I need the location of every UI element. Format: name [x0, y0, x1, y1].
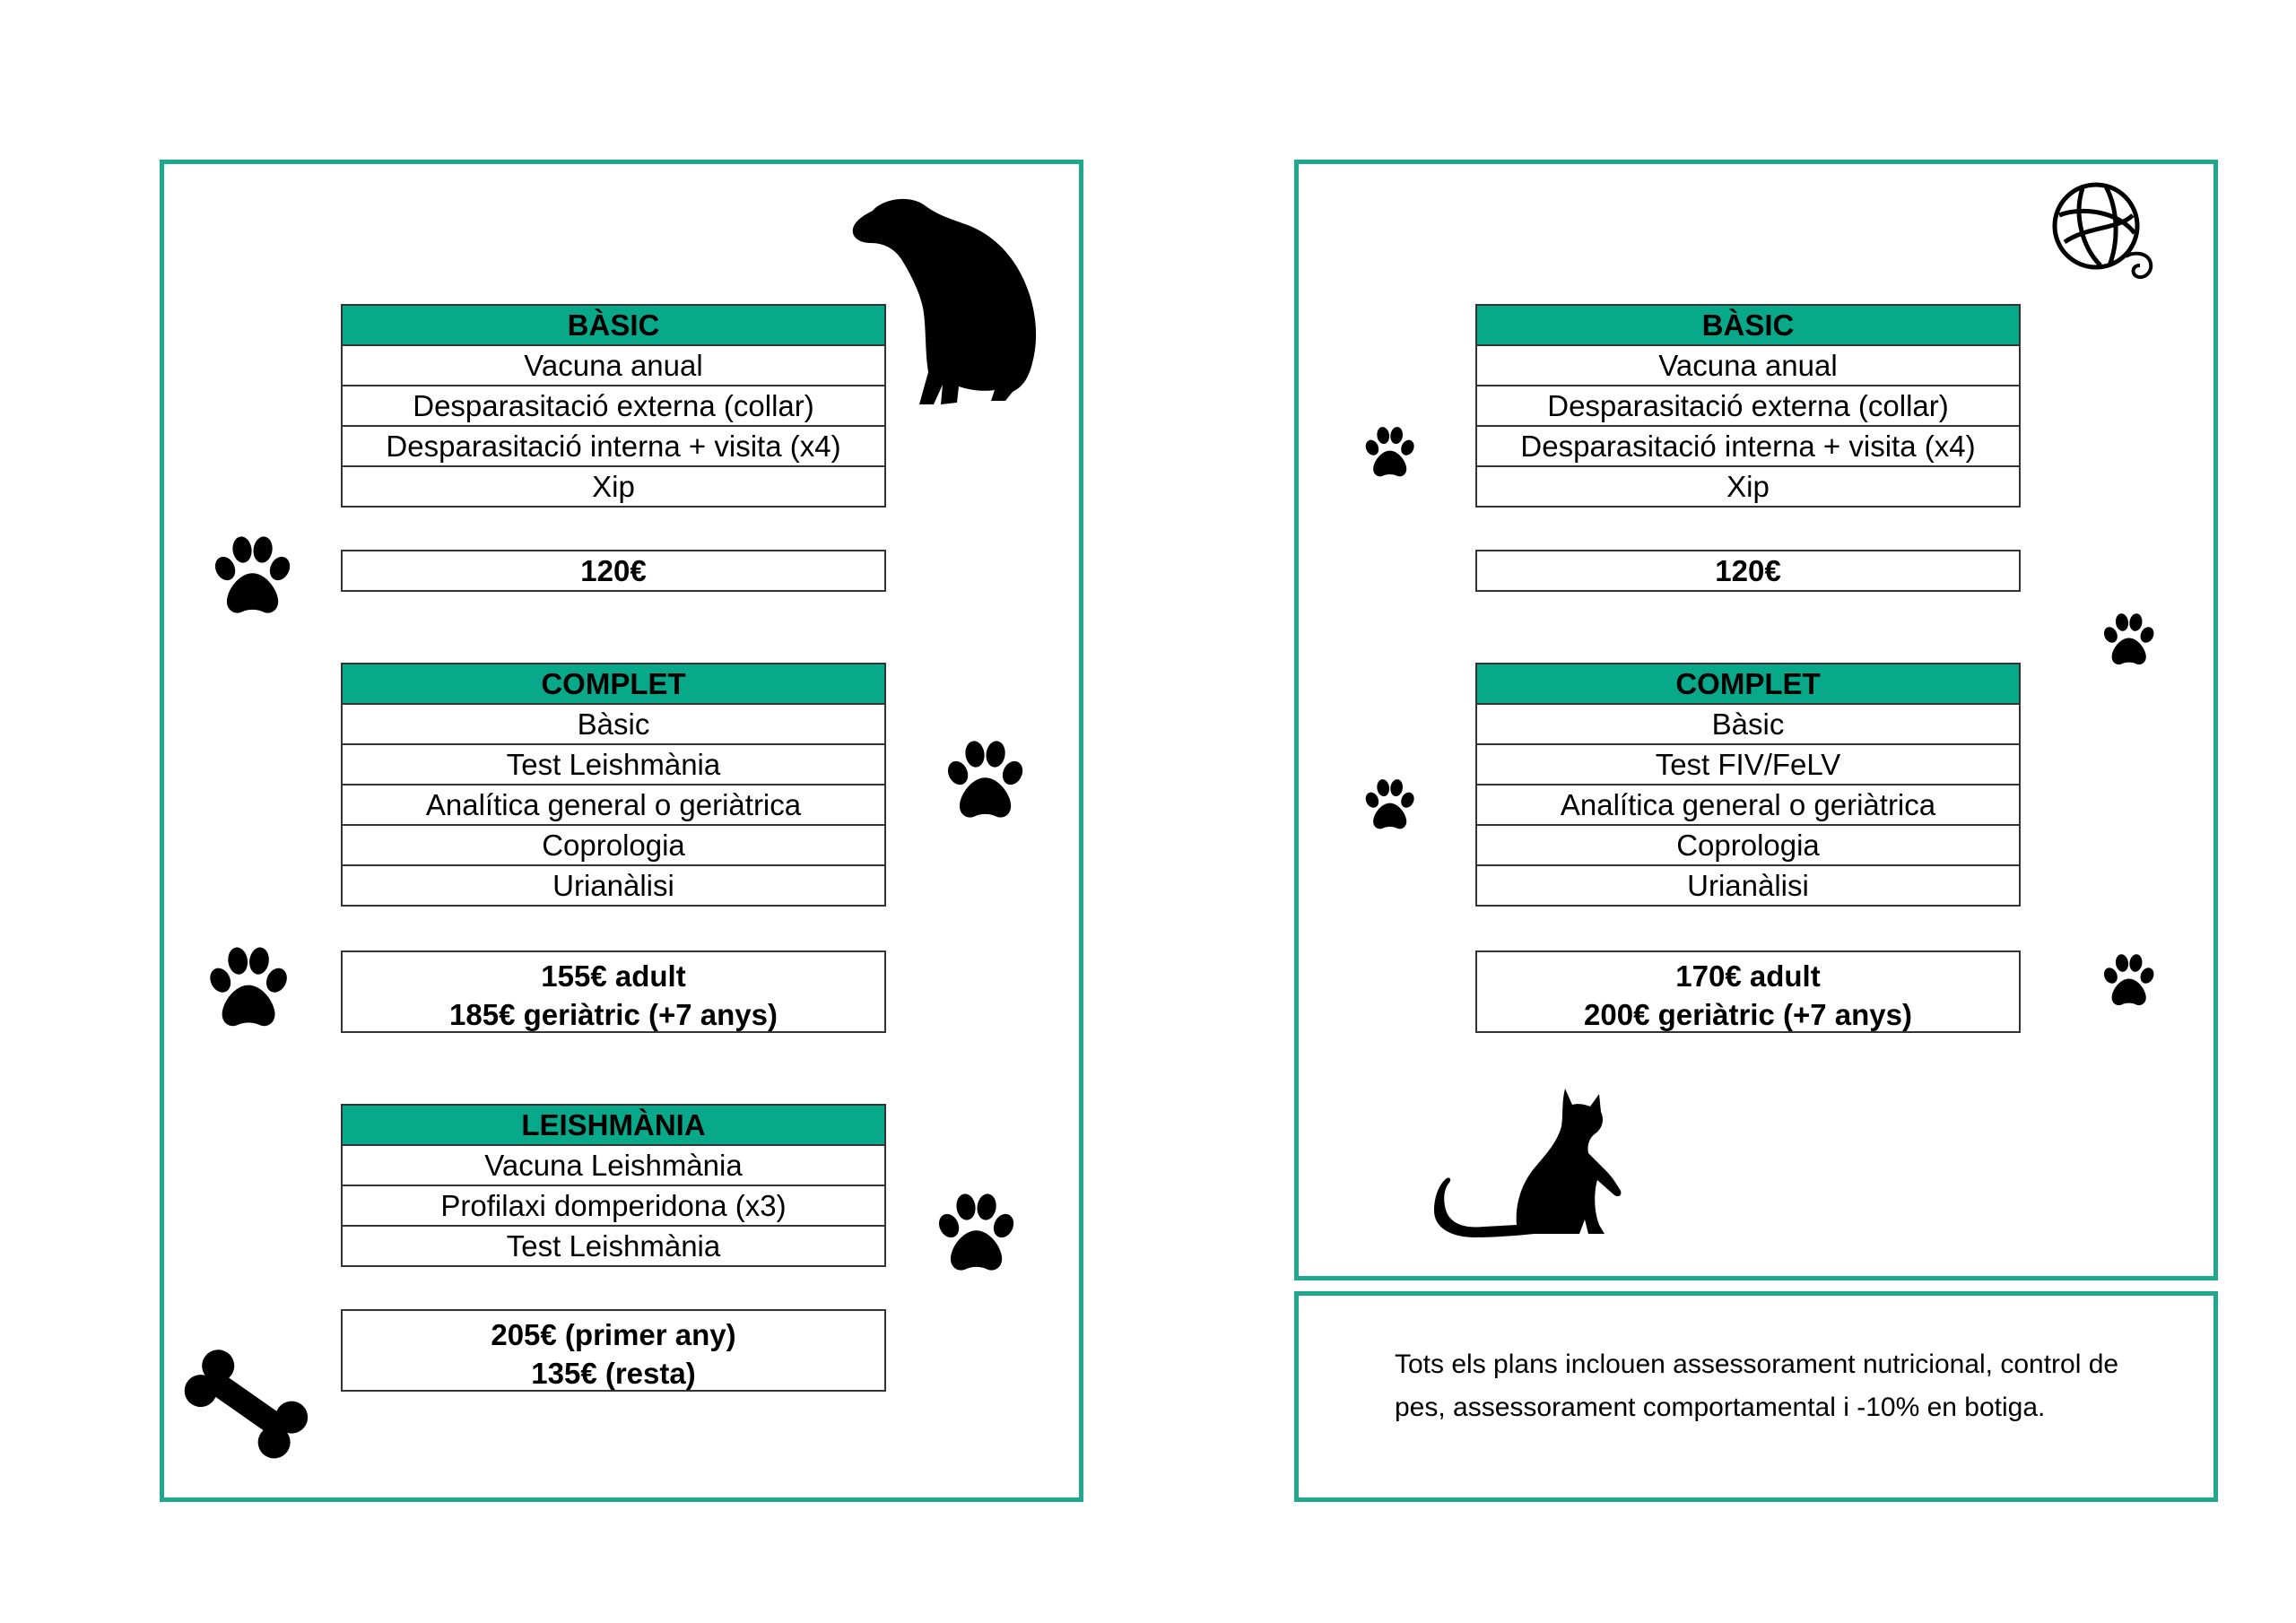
- plan-item: Coprologia: [1476, 825, 2020, 865]
- plan-title: BÀSIC: [1476, 305, 2020, 345]
- plan-title: BÀSIC: [342, 305, 885, 345]
- dog-leishmania-plan-table: [341, 1104, 886, 1267]
- cat-basic-price: [1475, 550, 2021, 592]
- paw-print-icon: [1359, 776, 1420, 837]
- plan-item: Desparasitació interna + visita (x4): [1476, 426, 2020, 466]
- plan-item: Analítica general o geriàtrica: [1476, 785, 2020, 825]
- price-line: 155€ adult: [541, 959, 686, 993]
- paw-print-icon: [928, 1188, 1022, 1282]
- paw-print-icon: [199, 942, 296, 1038]
- plan-item: Desparasitació externa (collar): [1476, 386, 2020, 426]
- price-line: 120€: [1715, 554, 1781, 587]
- plan-item: Urianàlisi: [1476, 865, 2020, 906]
- plan-item: Analítica general o geriàtrica: [342, 785, 885, 825]
- plans-note-text: Tots els plans inclouen assessorament nutricional, control de pes, assessorament comportamental i -10% en botiga.: [1395, 1350, 2119, 1422]
- plan-item: Test Leishmània: [342, 1226, 885, 1266]
- plan-item: Xip: [1476, 466, 2020, 507]
- paw-print-icon: [204, 531, 299, 625]
- plan-item: Desparasitació interna + visita (x4): [342, 426, 885, 466]
- cat-complete-plan-table: [1475, 663, 2021, 907]
- plan-title: COMPLET: [1476, 664, 2020, 704]
- plan-item: Urianàlisi: [342, 865, 885, 906]
- plan-item: Test FIV/FeLV: [1476, 744, 2020, 785]
- dog-basic-plan-table: [341, 304, 886, 508]
- plan-item: Bàsic: [1476, 704, 2020, 744]
- plan-item: Coprologia: [342, 825, 885, 865]
- plan-item: Test Leishmània: [342, 744, 885, 785]
- cat-complete-price: [1475, 950, 2021, 1033]
- plan-item: Bàsic: [342, 704, 885, 744]
- price-line: 135€ (resta): [531, 1357, 696, 1390]
- paw-print-icon: [2097, 950, 2160, 1013]
- price-line: 185€ geriàtric (+7 anys): [449, 998, 778, 1031]
- paw-print-icon: [1359, 423, 1420, 484]
- plan-item: Xip: [342, 466, 885, 507]
- plan-item: Vacuna anual: [342, 345, 885, 386]
- dog-leishmania-price: [341, 1309, 886, 1392]
- plan-item: Desparasitació externa (collar): [342, 386, 885, 426]
- plan-title: LEISHMÀNIA: [342, 1105, 885, 1145]
- bone-icon: [175, 1341, 318, 1466]
- plan-item: Profilaxi domperidona (x3): [342, 1185, 885, 1226]
- price-line: 205€ (primer any): [491, 1318, 736, 1351]
- paw-print-icon: [937, 735, 1031, 829]
- price-line: 120€: [580, 554, 647, 587]
- cat-silhouette-icon: [1431, 1085, 1632, 1242]
- dog-complete-plan-table: [341, 663, 886, 907]
- price-line: 170€ adult: [1675, 959, 1821, 993]
- dog-complete-price: [341, 950, 886, 1033]
- dog-basic-price: [341, 550, 886, 592]
- price-line: 200€ geriàtric (+7 anys): [1584, 998, 1912, 1031]
- cat-basic-plan-table: [1475, 304, 2021, 508]
- plan-title: COMPLET: [342, 664, 885, 704]
- plan-item: Vacuna anual: [1476, 345, 2020, 386]
- yarn-ball-icon: [2047, 179, 2163, 291]
- paw-print-icon: [2097, 610, 2160, 673]
- plan-item: Vacuna Leishmània: [342, 1145, 885, 1185]
